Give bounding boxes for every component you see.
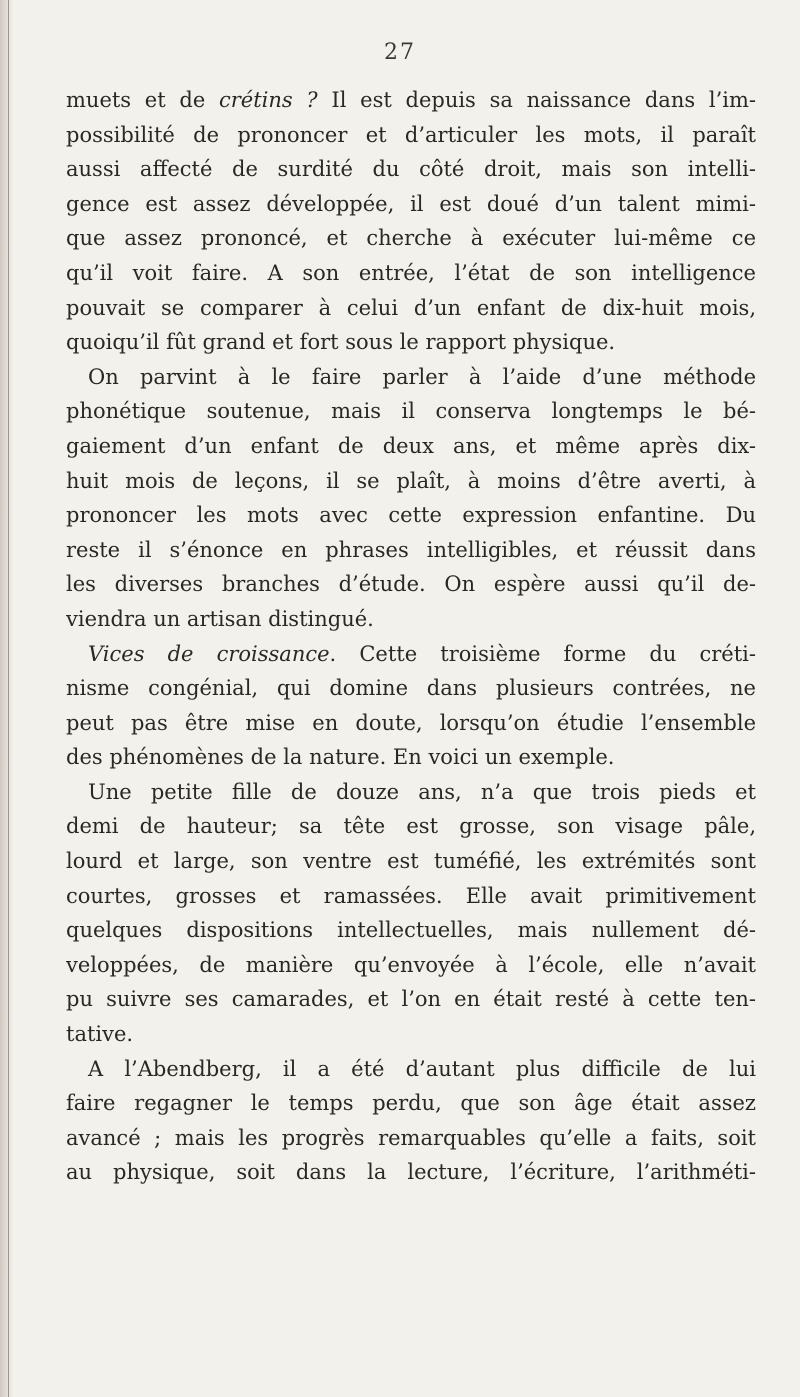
- body-text: [66, 83, 756, 1190]
- text-line: [66, 982, 756, 1017]
- text-line: [66, 1017, 756, 1052]
- text-line: [66, 325, 756, 360]
- text-run: nisme congénial, qui domine dans plusieurs contrées, ne: [66, 676, 756, 701]
- text-run: demi de hauteur; sa tête est grosse, son visage pâle,: [66, 814, 756, 839]
- italic-text: Vices de croissance: [88, 641, 330, 666]
- text-run: au physique, soit dans la lecture, l’écriture, l’arithméti-: [66, 1160, 756, 1185]
- text-run: pu suivre ses camarades, et l’on en était resté à cette ten-: [66, 987, 756, 1012]
- text-line: [66, 429, 756, 464]
- text-line: [66, 291, 756, 326]
- text-line: [66, 1086, 756, 1121]
- text-run: reste il s’énonce en phrases intelligibles, et réussit dans: [66, 537, 756, 562]
- text-line: [66, 394, 756, 429]
- text-line: [66, 671, 756, 706]
- text-line: [66, 1052, 756, 1087]
- text-run: quoiqu’il fût grand et fort sous le rapport physique.: [66, 330, 616, 355]
- text-line: [66, 775, 756, 810]
- text-run: possibilité de prononcer et d’articuler les mots, il paraît: [66, 122, 756, 147]
- text-line: [66, 637, 756, 672]
- text-line: [66, 360, 756, 395]
- text-run: gence est assez développée, il est doué d’un talent mimi-: [66, 191, 756, 216]
- text-line: [66, 498, 756, 533]
- text-run: veloppées, de manière qu’envoyée à l’école, elle n’avait: [66, 952, 756, 977]
- text-run: pouvait se comparer à celui d’un enfant de dix-huit mois,: [66, 295, 756, 320]
- text-run: qu’il voit faire. A son entrée, l’état de son intelligence: [66, 260, 756, 285]
- text-run: prononcer les mots avec cette expression enfantine. Du: [66, 503, 756, 528]
- text-run: aussi affecté de surdité du côté droit, mais son intelli-: [66, 157, 756, 182]
- text-line: [66, 740, 756, 775]
- text-line: [66, 118, 756, 153]
- text-run: . Cette troisième forme du créti-: [329, 641, 756, 666]
- page-number: 27: [384, 40, 416, 65]
- text-run: avancé ; mais les progrès remarquables qu’elle a faits, soit: [66, 1125, 756, 1150]
- text-line: [66, 913, 756, 948]
- text-line: [66, 464, 756, 499]
- text-line: [66, 602, 756, 637]
- text-run: que assez prononcé, et cherche à exécuter lui-même ce: [66, 226, 756, 251]
- italic-text: crétins ?: [219, 88, 318, 112]
- text-run: quelques dispositions intellectuelles, mais nullement dé-: [66, 918, 756, 943]
- text-run: tative.: [66, 1022, 134, 1047]
- text-run: lourd et large, son ventre est tuméfié, les extrémités sont: [66, 849, 756, 874]
- text-line: [66, 1121, 756, 1156]
- text-run: des phénomènes de la nature. En voici un exemple.: [66, 745, 615, 770]
- text-run: peut pas être mise en doute, lorsqu’on étudie l’ensemble: [66, 710, 756, 735]
- text-line: [66, 83, 756, 118]
- text-run: Il est depuis sa naissance dans l’im-: [317, 88, 756, 112]
- text-run: gaiement d’un enfant de deux ans, et même après dix-: [66, 433, 756, 458]
- text-run: On parvint à le faire parler à l’aide d’une méthode: [88, 364, 756, 389]
- text-run: faire regagner le temps perdu, que son âge était assez: [66, 1091, 756, 1116]
- text-line: [66, 1155, 756, 1190]
- text-line: [66, 879, 756, 914]
- text-line: [66, 706, 756, 741]
- text-line: [66, 567, 756, 602]
- text-run: A l’Abendberg, il a été d’autant plus difficile de lui: [88, 1056, 756, 1081]
- text-line: [66, 809, 756, 844]
- text-line: [66, 221, 756, 256]
- text-run: huit mois de leçons, il se plaît, à moins d’être averti, à: [66, 468, 756, 493]
- text-run: courtes, grosses et ramassées. Elle avait primitivement: [66, 883, 756, 908]
- text-run: les diverses branches d’étude. On espère aussi qu’il de-: [66, 572, 756, 597]
- text-line: [66, 256, 756, 291]
- text-line: [66, 948, 756, 983]
- text-line: [66, 152, 756, 187]
- text-run: muets et de: [66, 88, 219, 112]
- binding-shadow: [0, 0, 14, 1397]
- text-line: [66, 844, 756, 879]
- text-run: Une petite fille de douze ans, n’a que trois pieds et: [88, 779, 756, 804]
- text-line: [66, 533, 756, 568]
- text-run: viendra un artisan distingué.: [66, 606, 374, 631]
- binding-edge: [8, 0, 9, 1397]
- text-line: [66, 187, 756, 222]
- text-run: phonétique soutenue, mais il conserva longtemps le bé-: [66, 399, 756, 424]
